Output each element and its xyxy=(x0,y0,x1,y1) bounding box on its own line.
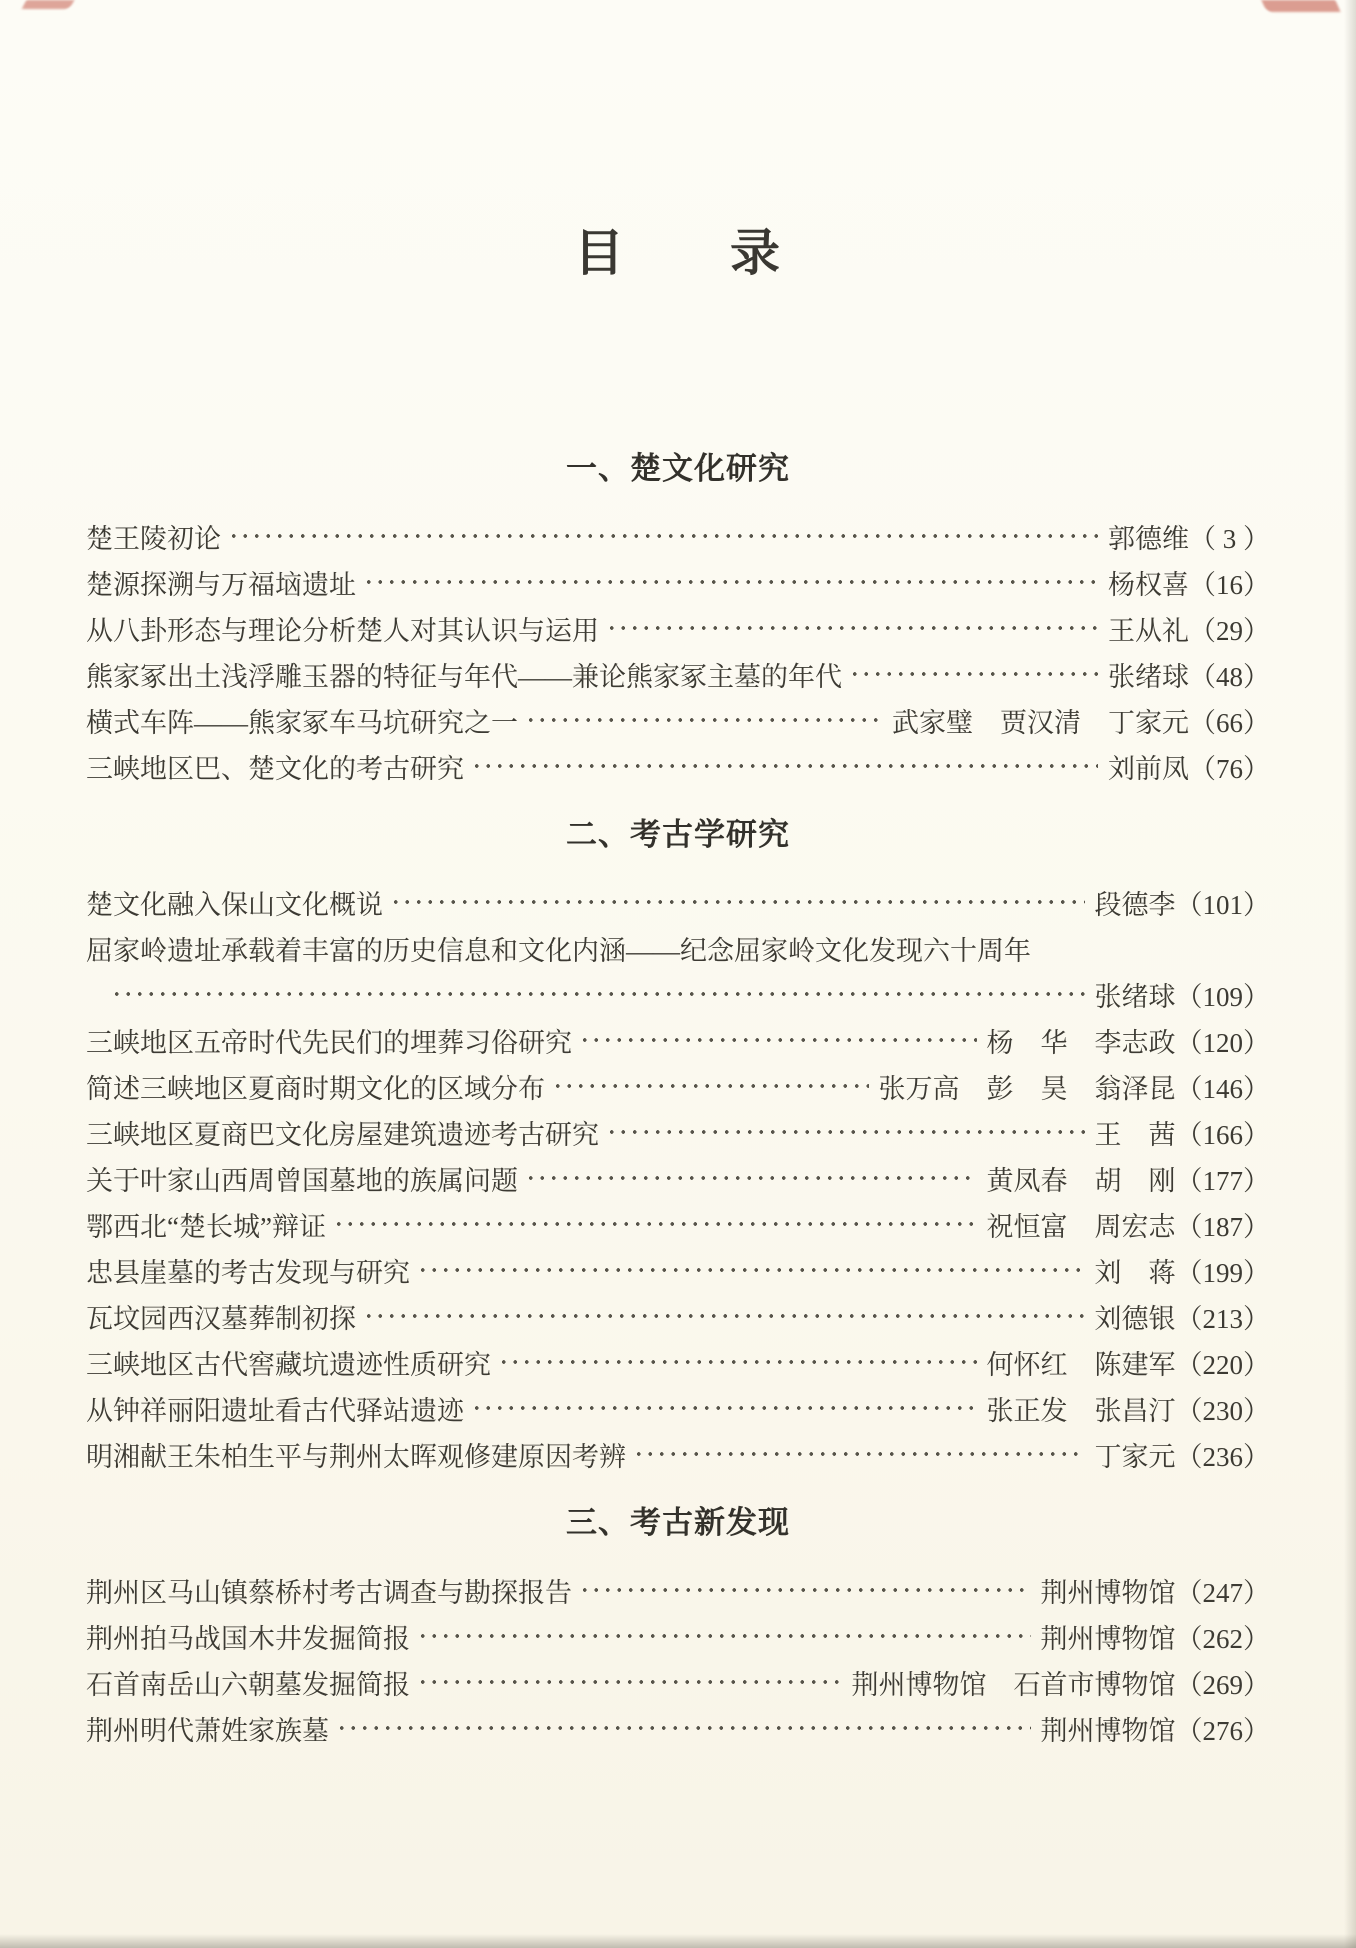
entry-title: 石首南岳山六朝墓发掘简报 xyxy=(86,1669,410,1700)
entry-page-number: （166） xyxy=(1175,1119,1270,1150)
entry-page-number: （262） xyxy=(1175,1623,1270,1654)
dotted-leader xyxy=(228,513,1098,559)
entry-title: 三峡地区五帝时代先民们的埋葬习俗研究 xyxy=(86,1027,572,1058)
toc-entry xyxy=(86,1431,1270,1477)
dotted-leader xyxy=(849,651,1098,697)
dotted-leader xyxy=(390,879,1085,925)
dotted-leader xyxy=(552,1063,869,1109)
entry-page-number: （ 3 ） xyxy=(1189,523,1270,554)
entry-title: 明湘献王朱柏生平与荆州太晖观修建原因考辨 xyxy=(86,1441,626,1472)
entry-page-number: （48） xyxy=(1189,661,1270,692)
entry-title: 屈家岭遗址承载着丰富的历史信息和文化内涵——纪念屈家岭文化发现六十周年 xyxy=(86,935,1031,966)
entry-page-number: （177） xyxy=(1175,1165,1270,1196)
toc-entry xyxy=(86,651,1270,697)
scan-shadow-bottom xyxy=(0,1934,1356,1948)
toc-entry xyxy=(86,743,1270,789)
entry-page-number: （213） xyxy=(1175,1303,1270,1334)
entry-authors: 杨 华 李志政 xyxy=(986,1027,1176,1058)
section-heading: 二、考古学研究 xyxy=(566,817,790,852)
entry-page-number: （109） xyxy=(1175,981,1270,1012)
toc-entry-continuation xyxy=(86,971,1270,1017)
section-heading: 三、考古新发现 xyxy=(566,1505,790,1540)
dotted-leader xyxy=(417,1247,1085,1293)
entry-title: 瓦坟园西汉墓葬制初探 xyxy=(86,1303,356,1334)
entry-title: 鄂西北“楚长城”辩证 xyxy=(86,1211,326,1242)
toc-entry xyxy=(86,1339,1270,1385)
toc-entry xyxy=(86,1109,1270,1155)
dotted-leader xyxy=(417,1613,1031,1659)
toc-entry xyxy=(86,1705,1270,1751)
toc-entry xyxy=(86,1201,1270,1247)
dotted-leader xyxy=(363,1293,1085,1339)
entry-title: 荆州区马山镇蔡桥村考古调查与勘探报告 xyxy=(86,1577,572,1608)
entry-page-number: （101） xyxy=(1175,889,1270,920)
toc-entry xyxy=(86,1063,1270,1109)
entry-page-number: （66） xyxy=(1189,707,1270,738)
entry-authors: 王 茜 xyxy=(1094,1119,1176,1150)
entry-authors: 祝恒富 周宏志 xyxy=(986,1211,1176,1242)
toc-entry xyxy=(86,1567,1270,1613)
entry-title: 从八卦形态与理论分析楚人对其认识与运用 xyxy=(86,615,599,646)
toc-entry xyxy=(86,1385,1270,1431)
entry-page-number: （236） xyxy=(1175,1441,1270,1472)
toc-entry-title-line xyxy=(86,925,1270,971)
entry-page-number: （187） xyxy=(1175,1211,1270,1242)
entry-page-number: （220） xyxy=(1175,1349,1270,1380)
entry-authors: 刘德银 xyxy=(1094,1303,1176,1334)
toc-entry xyxy=(86,697,1270,743)
entry-authors: 张绪球 xyxy=(1108,661,1189,692)
toc-entry xyxy=(86,1247,1270,1293)
dotted-leader xyxy=(417,1659,842,1705)
entry-page-number: （146） xyxy=(1175,1073,1270,1104)
toc-section xyxy=(86,447,1270,789)
entry-title: 荆州明代萧姓家族墓 xyxy=(86,1715,329,1746)
toc-entry xyxy=(86,559,1270,605)
entry-authors: 黄凤春 胡 刚 xyxy=(986,1165,1176,1196)
toc-section xyxy=(86,1501,1270,1751)
entry-title: 简述三峡地区夏商时期文化的区域分布 xyxy=(86,1073,545,1104)
dotted-leader xyxy=(111,971,1085,1017)
entry-title: 楚王陵初论 xyxy=(86,523,221,554)
entry-title: 关于叶家山西周曾国墓地的族属问题 xyxy=(86,1165,518,1196)
dotted-leader xyxy=(579,1567,1031,1613)
entry-page-number: （120） xyxy=(1175,1027,1270,1058)
dotted-leader xyxy=(498,1339,977,1385)
dotted-leader xyxy=(471,743,1098,789)
entry-page-number: （276） xyxy=(1175,1715,1270,1746)
toc-entry xyxy=(86,1613,1270,1659)
dotted-leader xyxy=(525,1155,977,1201)
entry-authors: 郭德维 xyxy=(1108,523,1189,554)
entry-title: 三峡地区巴、楚文化的考古研究 xyxy=(86,753,464,784)
entry-page-number: （247） xyxy=(1175,1577,1270,1608)
entry-page-number: （199） xyxy=(1175,1257,1270,1288)
section-heading: 一、楚文化研究 xyxy=(566,451,790,486)
entry-authors: 何怀红 陈建军 xyxy=(986,1349,1176,1380)
entry-authors: 刘 蒋 xyxy=(1094,1257,1176,1288)
entry-title: 三峡地区古代窖藏坑遗迹性质研究 xyxy=(86,1349,491,1380)
entry-title: 荆州拍马战国木井发掘简报 xyxy=(86,1623,410,1654)
entry-authors: 张绪球 xyxy=(1094,981,1176,1012)
entry-title: 横式车阵——熊家冢车马坑研究之一 xyxy=(86,707,518,738)
entry-authors: 荆州博物馆 xyxy=(1040,1577,1176,1608)
book-edge-red-left xyxy=(22,0,75,9)
book-edge-red-right xyxy=(1261,0,1340,12)
entry-authors: 段德李 xyxy=(1094,889,1176,920)
dotted-leader xyxy=(606,605,1098,651)
toc-entry xyxy=(86,605,1270,651)
entry-authors: 荆州博物馆 xyxy=(1040,1623,1176,1654)
toc-entry xyxy=(86,1155,1270,1201)
page-title: 目 录 xyxy=(574,223,782,282)
dotted-leader xyxy=(336,1705,1031,1751)
dotted-leader xyxy=(333,1201,977,1247)
entry-authors: 杨权喜 xyxy=(1108,569,1189,600)
scan-shadow-right xyxy=(1344,0,1356,1948)
toc-section xyxy=(86,813,1270,1477)
entry-page-number: （76） xyxy=(1189,753,1270,784)
entry-title: 三峡地区夏商巴文化房屋建筑遗迹考古研究 xyxy=(86,1119,599,1150)
entry-authors: 刘前凤 xyxy=(1108,753,1189,784)
toc-entry xyxy=(86,1017,1270,1063)
dotted-leader xyxy=(471,1385,977,1431)
dotted-leader xyxy=(525,697,882,743)
dotted-leader xyxy=(633,1431,1085,1477)
section-entries xyxy=(86,513,1270,789)
toc-entry xyxy=(86,513,1270,559)
dotted-leader xyxy=(579,1017,977,1063)
entry-authors: 丁家元 xyxy=(1094,1441,1176,1472)
entry-title: 熊家冢出土浅浮雕玉器的特征与年代——兼论熊家冢主墓的年代 xyxy=(86,661,842,692)
toc-entry xyxy=(86,1659,1270,1705)
dotted-leader xyxy=(363,559,1098,605)
toc-entry xyxy=(86,879,1270,925)
section-entries xyxy=(86,879,1270,1477)
entry-authors: 武家璧 贾汉清 丁家元 xyxy=(892,707,1189,738)
entry-page-number: （230） xyxy=(1175,1395,1270,1426)
entry-authors: 张万高 彭 昊 翁泽昆 xyxy=(878,1073,1176,1104)
section-entries xyxy=(86,1567,1270,1751)
toc-entry xyxy=(86,1293,1270,1339)
entry-authors: 荆州博物馆 石首市博物馆 xyxy=(851,1669,1176,1700)
entry-title: 从钟祥丽阳遗址看古代驿站遗迹 xyxy=(86,1395,464,1426)
entry-title: 楚源探溯与万福垴遗址 xyxy=(86,569,356,600)
entry-page-number: （29） xyxy=(1189,615,1270,646)
entry-page-number: （269） xyxy=(1175,1669,1270,1700)
entry-authors: 张正发 张昌汀 xyxy=(986,1395,1176,1426)
entry-authors: 王从礼 xyxy=(1108,615,1189,646)
toc-content xyxy=(86,447,1270,1751)
entry-authors: 荆州博物馆 xyxy=(1040,1715,1176,1746)
entry-title: 楚文化融入保山文化概说 xyxy=(86,889,383,920)
dotted-leader xyxy=(606,1109,1085,1155)
entry-title: 忠县崖墓的考古发现与研究 xyxy=(86,1257,410,1288)
entry-page-number: （16） xyxy=(1189,569,1270,600)
